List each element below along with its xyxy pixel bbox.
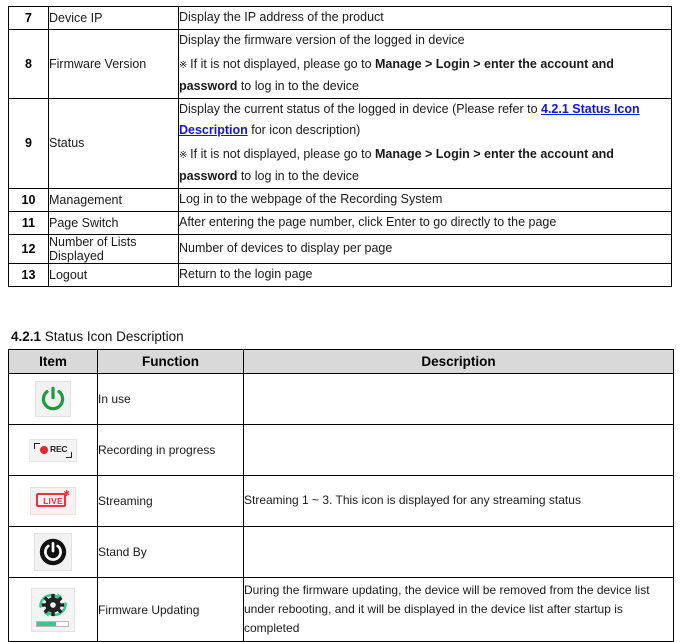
table-row <box>9 234 672 263</box>
row-item-number: 10 <box>9 189 49 212</box>
status-icon-table <box>8 349 674 642</box>
description-line <box>179 144 671 188</box>
table-row <box>9 7 672 30</box>
description-line: Display the IP address of the product <box>179 10 384 24</box>
device-list-function-table <box>8 6 672 287</box>
description-text: If it is not displayed, please go to <box>190 147 376 162</box>
power-standby-black-icon <box>34 533 72 571</box>
description-text: If it is not displayed, please go to <box>190 56 376 71</box>
status-function-name: Stand By <box>98 527 244 578</box>
live-badge-icon <box>30 487 76 515</box>
table-header-row <box>9 350 674 374</box>
rec-red-dot <box>40 446 48 454</box>
live-label: LIVE <box>43 496 63 506</box>
status-description <box>244 425 674 476</box>
firmware-progress-fill <box>37 622 56 626</box>
description-line <box>179 54 671 98</box>
section-title: Status Icon Description <box>44 329 184 344</box>
power-on-green-icon <box>35 381 71 417</box>
row-function-name: Device IP <box>49 7 179 30</box>
description-text: to log in to the device <box>237 169 359 184</box>
column-header-item: Item <box>9 350 98 374</box>
status-description <box>244 527 674 578</box>
table-row <box>9 578 674 642</box>
row-description <box>179 234 672 263</box>
status-icon-cell <box>9 476 98 527</box>
status-icon-cell <box>9 527 98 578</box>
live-border <box>36 493 66 507</box>
table-row <box>9 425 674 476</box>
row-item-number: 9 <box>9 98 49 189</box>
table-row <box>9 263 672 286</box>
row-function-name: Firmware Version <box>49 29 179 98</box>
row-item-number: 13 <box>9 263 49 286</box>
status-function-name: Streaming <box>98 476 244 527</box>
row-description <box>179 29 672 98</box>
status-icon-cell <box>9 578 98 642</box>
rec-bracket-bottom-right <box>66 452 72 458</box>
table-row <box>9 29 672 98</box>
status-function-name: Firmware Updating <box>98 578 244 642</box>
section-number: 4.2.1 <box>11 329 42 344</box>
row-function-name: Management <box>49 189 179 212</box>
column-header-description: Description <box>244 350 674 374</box>
row-function-name: Page Switch <box>49 211 179 234</box>
status-icon-cell <box>9 374 98 425</box>
reference-mark: ※ <box>179 150 191 162</box>
status-description <box>244 374 674 425</box>
firmware-progress-bar <box>36 621 69 627</box>
description-line <box>179 99 671 143</box>
row-function-name: Status <box>49 98 179 189</box>
table-row <box>9 98 672 189</box>
description-line: Display the firmware version of the logged in device <box>179 32 465 47</box>
status-description: Streaming 1 ~ 3. This icon is displayed for any streaming status <box>244 476 674 527</box>
table-row <box>9 374 674 425</box>
column-header-function: Function <box>98 350 244 374</box>
description-emphasis: Manage > Login > enter the account and password <box>179 147 614 184</box>
live-sparkle-icon: ✱ <box>63 489 70 498</box>
firmware-update-gear-icon <box>31 588 75 632</box>
rec-bracket-top-left <box>34 443 40 449</box>
row-function-name: Logout <box>49 263 179 286</box>
row-description <box>179 211 672 234</box>
status-icon-description-link[interactable]: 4.2.1 Status Icon Description <box>179 101 640 138</box>
description-line: After entering the page number, click Enter to go directly to the page <box>179 214 557 229</box>
row-description <box>179 189 672 212</box>
table-row <box>9 189 672 212</box>
description-text: to log in to the device <box>237 78 359 93</box>
reference-mark: ※ <box>179 59 191 71</box>
status-function-name: Recording in progress <box>98 425 244 476</box>
table-row <box>9 476 674 527</box>
description-line: Log in to the webpage of the Recording System <box>179 192 443 206</box>
row-function-name: Number of Lists Displayed <box>49 234 179 263</box>
row-item-number: 11 <box>9 211 49 234</box>
row-item-number: 8 <box>9 29 49 98</box>
row-description <box>179 98 672 189</box>
description-emphasis: Manage > Login > enter the account and password <box>179 56 614 93</box>
row-item-number: 12 <box>9 234 49 263</box>
description-text: Display the current status of the logged in device (Please refer to <box>179 101 541 116</box>
rec-badge-icon <box>29 439 77 462</box>
status-function-name: In use <box>98 374 244 425</box>
row-description <box>179 263 672 286</box>
section-heading <box>11 329 184 344</box>
description-text: for icon description) <box>247 123 361 138</box>
status-icon-cell <box>9 425 98 476</box>
description-line: Number of devices to display per page <box>179 240 393 255</box>
status-description: During the firmware updating, the device will be removed from the device list under rebooting, and it will be displayed in the device list after startup is completed <box>244 578 674 642</box>
table-row <box>9 211 672 234</box>
rec-label: REC <box>50 443 68 454</box>
description-line: Return to the login page <box>179 266 313 281</box>
row-description <box>179 7 672 30</box>
table-row <box>9 527 674 578</box>
row-item-number: 7 <box>9 7 49 30</box>
